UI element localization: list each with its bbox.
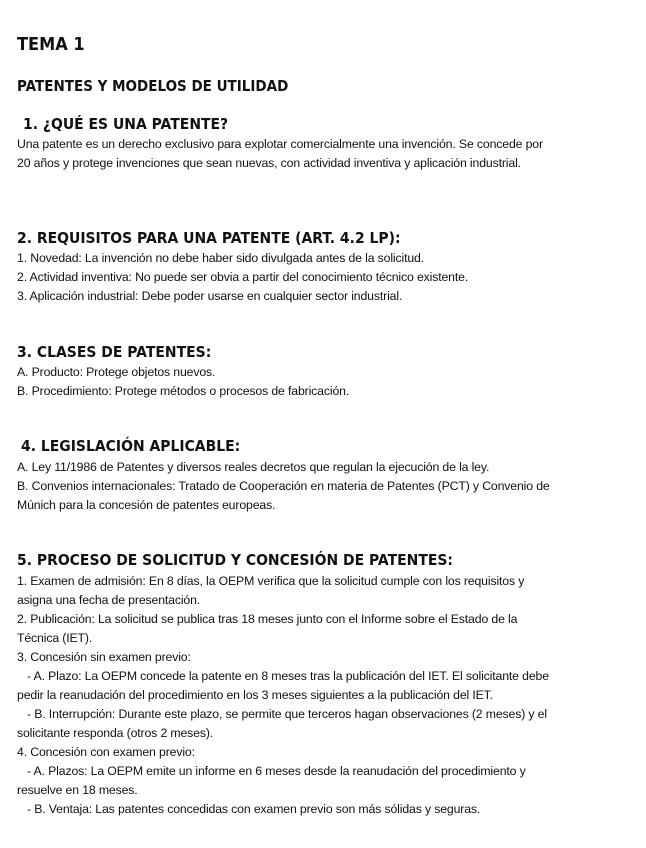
section-3-body — [17, 363, 632, 401]
section-5-heading: 5. PROCESO DE SOLICITUD Y CONCESIÓN DE PATENTES: — [17, 551, 454, 569]
document-subtitle: PATENTES Y MODELOS DE UTILIDAD — [17, 77, 289, 95]
text-line: 1. Examen de admisión: En 8 días, la OEPM verifica que la solicitud cumple con los requisitos y — [17, 574, 525, 588]
text-line: Múnich para la concesión de patentes europeas. — [17, 498, 276, 512]
text-line: A. Producto: Protege objetos nuevos. — [17, 365, 216, 379]
text-line: pedir la reanudación del procedimiento en los 3 meses siguientes a la publicación del IET. — [17, 688, 493, 702]
text-line: 20 años y protege invenciones que sean nuevas, con actividad inventiva y aplicación industrial. — [17, 156, 521, 170]
text-line: 3. Aplicación industrial: Debe poder usarse en cualquier sector industrial. — [17, 289, 403, 303]
section-1-heading: 1. ¿QUÉ ES UNA PATENTE? — [23, 115, 229, 133]
text-line: B. Procedimiento: Protege métodos o procesos de fabricación. — [17, 384, 350, 398]
text-line: 4. Concesión con examen previo: — [17, 745, 195, 759]
text-line: 1. Novedad: La invención no debe haber sido divulgada antes de la solicitud. — [17, 251, 424, 265]
text-line: - A. Plazo: La OEPM concede la patente en 8 meses tras la publicación del IET. El solicitante debe — [27, 669, 549, 683]
text-line: - B. Interrupción: Durante este plazo, se permite que terceros hagan observaciones (2 meses) y el — [27, 707, 547, 721]
text-line: 2. Publicación: La solicitud se publica tras 18 meses junto con el Informe sobre el Estado de la — [17, 612, 518, 626]
section-5-body — [17, 572, 632, 819]
section-2-heading: 2. REQUISITOS PARA UNA PATENTE (ART. 4.2 LP): — [17, 229, 401, 247]
text-line: - B. Ventaja: Las patentes concedidas con examen previo son más sólidas y seguras. — [27, 802, 481, 816]
text-line: asigna una fecha de presentación. — [17, 593, 201, 607]
text-line: 2. Actividad inventiva: No puede ser obvia a partir del conocimiento técnico existente. — [17, 270, 469, 284]
text-line: resuelve en 18 meses. — [17, 783, 138, 797]
text-line: 3. Concesión sin examen previo: — [17, 650, 191, 664]
section-4-heading: 4. LEGISLACIÓN APLICABLE: — [21, 437, 241, 455]
text-line: - A. Plazos: La OEPM emite un informe en 6 meses desde la reanudación del procedimiento y — [27, 764, 526, 778]
section-1-body — [17, 135, 632, 173]
text-line: Una patente es un derecho exclusivo para explotar comercialmente una invención. Se concede por — [17, 137, 543, 151]
text-line: Técnica (IET). — [17, 631, 93, 645]
section-2-body — [17, 249, 632, 306]
text-line: solicitante responda (otros 2 meses). — [17, 726, 214, 740]
text-line: B. Convenios internacionales: Tratado de Cooperación en materia de Patentes (PCT) y Convenio de — [17, 479, 550, 493]
document-title: TEMA 1 — [17, 34, 85, 55]
text-line: A. Ley 11/1986 de Patentes y diversos reales decretos que regulan la ejecución de la ley. — [17, 460, 490, 474]
section-3-heading: 3. CLASES DE PATENTES: — [17, 343, 212, 361]
section-4-body — [17, 458, 632, 515]
